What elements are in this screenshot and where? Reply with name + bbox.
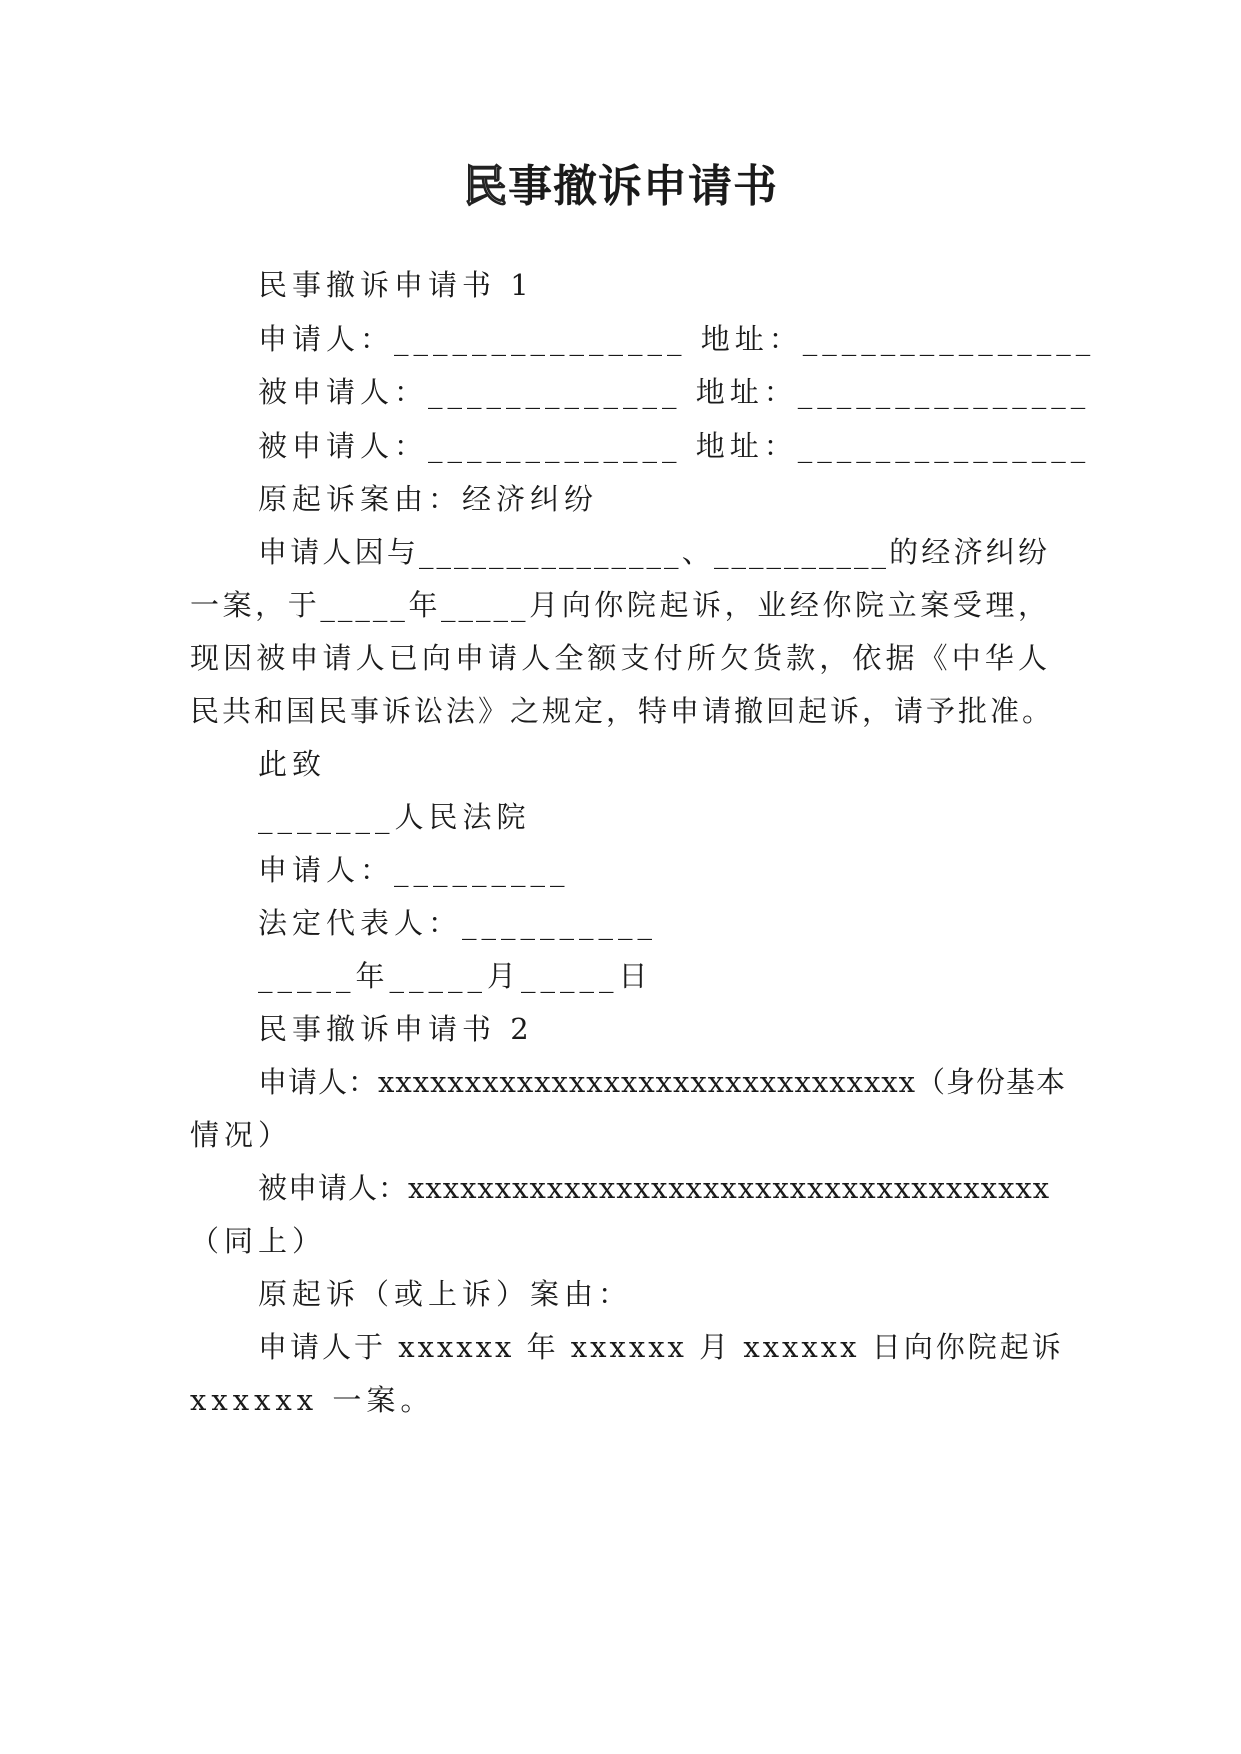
paragraph-line: 被申请人：xxxxxxxxxxxxxxxxxxxxxxxxxxxxxxxxxxxxx <box>258 1171 1051 1205</box>
signature-legal-rep: 法定代表人：__________ <box>258 906 658 940</box>
paragraph-line: 情况） <box>190 1118 293 1152</box>
date-line: _____年_____月_____日 <box>258 959 653 993</box>
respondent-address-line-2: 被申请人：_____________ 地址：_______________ <box>258 429 1091 463</box>
subheading-1: 民事撤诉申请书 1 <box>258 268 534 302</box>
paragraph-line: xxxxxx 一案。 <box>190 1383 435 1417</box>
title-rest: 事撤诉申请书 <box>508 161 778 212</box>
case-cause-line: 原起诉案由：经济纠纷 <box>258 482 599 516</box>
paragraph-line: 申请人：xxxxxxxxxxxxxxxxxxxxxxxxxxxxxxx（身份基本 <box>258 1065 1067 1099</box>
subheading-2: 民事撤诉申请书 2 <box>258 1012 534 1046</box>
court-line: _______人民法院 <box>258 800 531 834</box>
paragraph-line: 民共和国民事诉讼法》之规定，特申请撤回起诉，请予批准。 <box>190 694 1055 728</box>
salutation: 此致 <box>258 747 327 781</box>
signature-applicant: 申请人：_________ <box>258 853 570 887</box>
paragraph-line: 现因被申请人已向申请人全额支付所欠货款，依据《中华人 <box>190 641 1050 675</box>
paragraph-line: 申请人于 xxxxxx 年 xxxxxx 月 xxxxxx 日向你院起诉 <box>258 1330 1064 1364</box>
title-first-char: 民 <box>463 161 508 212</box>
respondent-address-line-1: 被申请人：_____________ 地址：_______________ <box>258 375 1091 409</box>
case-cause-line-2: 原起诉（或上诉）案由： <box>258 1277 633 1311</box>
paragraph-line: 申请人因与_______________、__________的经济纠纷 <box>258 535 1050 569</box>
paragraph-line: 一案，于_____年_____月向你院起诉，业经你院立案受理， <box>190 588 1050 622</box>
applicant-address-line: 申请人：_______________ 地址：_______________ <box>258 322 1096 356</box>
paragraph-line: （同上） <box>190 1224 327 1258</box>
document-title <box>0 150 1241 214</box>
